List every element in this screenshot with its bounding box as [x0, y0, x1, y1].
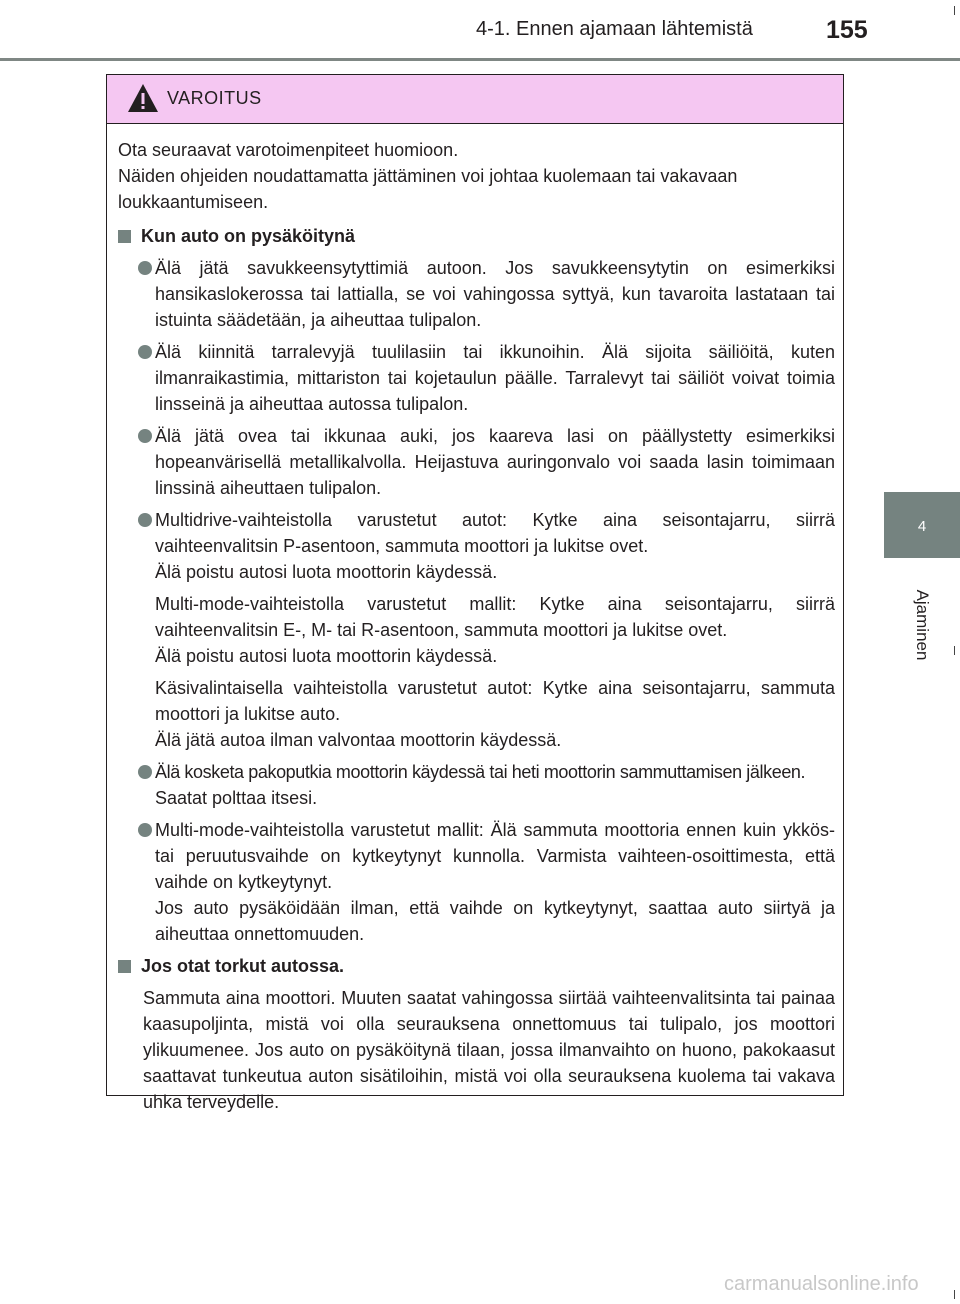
section-heading-parked [118, 223, 835, 249]
list-item [118, 423, 835, 501]
watermark: carmanualsonline.info [724, 1273, 919, 1295]
list-item-text: Älä kosketa pakoputkia moottorin käydessä tai heti moottorin sammuttamisen jälkeen. [155, 762, 806, 782]
section-paragraph: Sammuta aina moottori. Muuten saatat vahingossa siirtää vaihteenvalitsinta tai painaa kaasupoljinta, mistä voi olla seurauksena onnettomuus tai tulipalo, jos moottori ylikuumenee. Jos auto on pysäköitynä tilaan, jossa ilmanvaihto on huono, pakokaasut saattavat tunkeutua auton sisätiloihin, mistä voi olla seurauksena kuolema tai vakava uhka terveydelle. [143, 988, 835, 1112]
round-bullet-icon [138, 513, 152, 527]
section-title: 4-1. Ennen ajamaan lähtemistä [476, 18, 753, 40]
paragraph-line: Älä poistu autosi luota moottorin käydessä. [155, 646, 498, 666]
list-item [118, 817, 835, 947]
chapter-label-text: Ajaminen [913, 589, 932, 661]
warning-header [107, 75, 843, 124]
list-item-text: Älä jätä savukkeensytyttimiä autoon. Jos savukkeensytytin on esimerkiksi hansikaslokerossa tai lattialla, se voi vahingossa syttyä, kun tavaroita lastataan tai istuinta säädetään, ja aiheuttaa tulipalon. [155, 258, 835, 330]
list-item-text: Älä kiinnitä tarralevyjä tuulilasiin tai ikkunoihin. Älä sijoita säiliöitä, kuten ilmanraikastimia, mittariston tai kojetaulun päälle. Tarralevyt tai säiliöt voivat toimia linsseinä ja aiheuttaa autossa tulipalon. [155, 342, 835, 414]
list-item-text: Älä jätä ovea tai ikkunaa auki, jos kaareva lasi on päällystetty esimerkiksi hopeanvärisellä metallikalvolla. Heijastuva auringonvalo voi saada lasin toimimaan linssinä aiheuttaen tulipalon. [155, 426, 835, 498]
list-item-text: Saatat polttaa itsesi. [155, 788, 318, 808]
square-bullet-icon [118, 960, 131, 973]
paragraph-line: Käsivalintaisella vaihteistolla varustetut autot: Kytke aina seisontajarru, sammuta moottori ja lukitse auto. [155, 678, 835, 724]
warning-triangle-icon [127, 83, 159, 113]
header-rule [0, 58, 960, 61]
list-item-text: Älä poistu autosi luota moottorin käydessä. [155, 562, 498, 582]
list-item-text: Jos auto pysäköidään ilman, että vaihde on kytkeytynyt, saattaa auto siirtyä ja aiheuttaa onnettomuuden. [155, 898, 835, 944]
list-item-paragraph [118, 675, 835, 753]
list-item-text: Multi-mode-vaihteistolla varustetut mallit: Älä sammuta moottoria ennen kuin ykkös- tai peruutusvaihde on kytkeytynyt kunnolla. Varmista vaihteen-osoittimesta, että vaihde on kytkeytynyt. [155, 820, 835, 892]
round-bullet-icon [138, 345, 152, 359]
intro-line: Ota seuraavat varotoimenpiteet huomioon. [118, 140, 459, 160]
chapter-label [884, 558, 960, 692]
list-item [118, 255, 835, 333]
crop-mark [954, 6, 955, 15]
paragraph-line: Multi-mode-vaihteistolla varustetut mallit: Kytke aina seisontajarru, siirrä vaihteenvalitsin E-, M- tai R-asentoon, sammuta moottori ja lukitse ovet. [155, 594, 835, 640]
list-item-paragraph [118, 591, 835, 669]
list-item [118, 339, 835, 417]
warning-box [106, 74, 844, 1112]
warning-body [107, 124, 843, 1115]
paragraph-line: Älä jätä autoa ilman valvontaa moottorin käydessä. [155, 730, 562, 750]
round-bullet-icon [138, 429, 152, 443]
section-heading-nap [118, 953, 835, 979]
square-bullet-icon [118, 230, 131, 243]
chapter-number: 4 [917, 518, 927, 535]
chapter-tab [884, 492, 960, 558]
intro-line: Näiden ohjeiden noudattamatta jättäminen voi johtaa kuolemaan tai vakavaan loukkaantumiseen. [118, 166, 738, 212]
list-item-text: Multidrive-vaihteistolla varustetut autot: Kytke aina seisontajarru, siirrä vaihteenvalitsin P-asentoon, sammuta moottori ja lukitse ovet. [155, 510, 835, 556]
warning-title: VAROITUS [167, 88, 262, 108]
list-item [118, 507, 835, 585]
section-heading-text: Kun auto on pysäköitynä [141, 226, 356, 246]
warning-intro [118, 137, 835, 215]
round-bullet-icon [138, 261, 152, 275]
page-number: 155 [826, 16, 868, 44]
crop-mark [954, 1290, 955, 1299]
round-bullet-icon [138, 823, 152, 837]
list-item [118, 759, 835, 811]
round-bullet-icon [138, 765, 152, 779]
section-heading-text: Jos otat torkut autossa. [141, 956, 345, 976]
